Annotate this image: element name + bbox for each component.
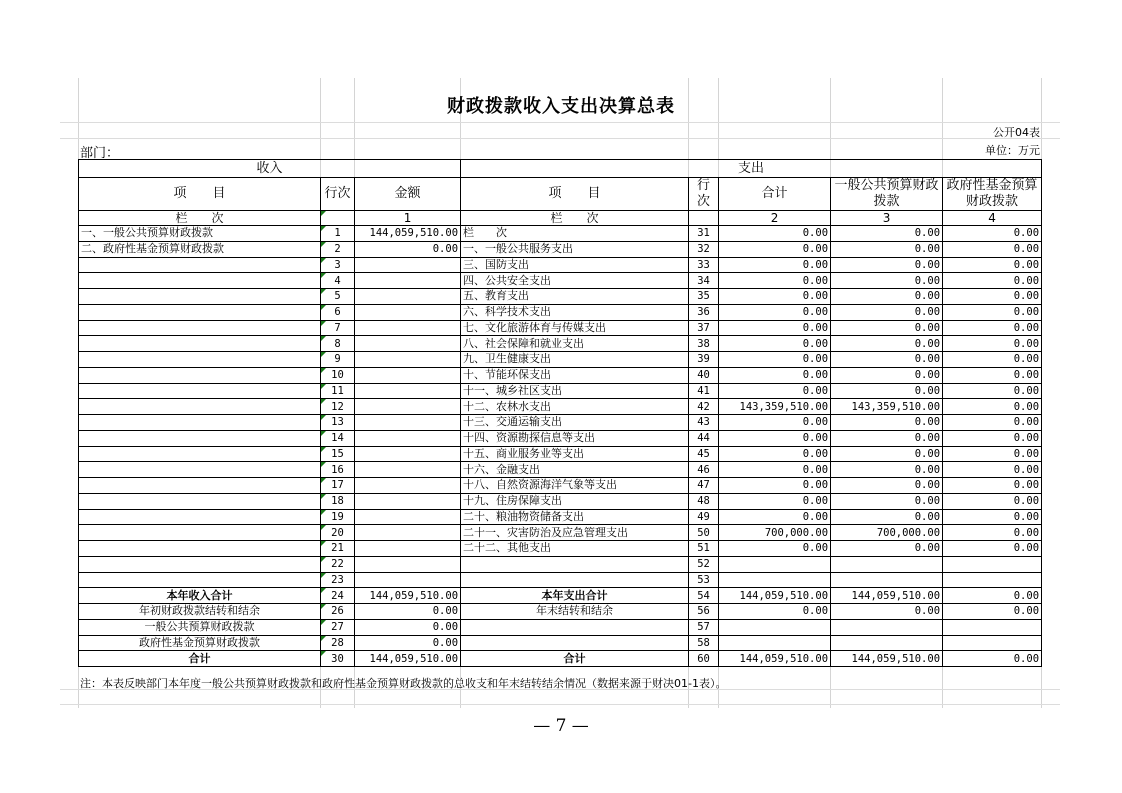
- income-item: [79, 430, 321, 446]
- income-item: [79, 336, 321, 352]
- general-budget-header: 一般公共预算财政拨款: [831, 178, 943, 211]
- income-amount: [355, 336, 461, 352]
- expense-total: 0.00: [719, 289, 831, 305]
- income-amount: [355, 525, 461, 541]
- income-amount: [355, 556, 461, 572]
- closing-balance-fund: 0.00: [943, 604, 1042, 620]
- expense-general: 0.00: [831, 273, 943, 289]
- opening-fund-amount: 0.00: [355, 635, 461, 651]
- opening-general-amount: 0.00: [355, 619, 461, 635]
- income-item: [79, 509, 321, 525]
- expense-total: 0.00: [719, 336, 831, 352]
- expense-line: 58: [689, 635, 719, 651]
- income-amount: 0.00: [355, 241, 461, 257]
- table-row: [79, 289, 1042, 305]
- expense-general: 0.00: [831, 289, 943, 305]
- table-row: [79, 478, 1042, 494]
- column-blank: [321, 211, 355, 226]
- expense-total: 0.00: [719, 383, 831, 399]
- table-row: [79, 241, 1042, 257]
- expense-line: 52: [689, 556, 719, 572]
- gov-fund-header: 政府性基金预算财政拨款: [943, 178, 1042, 211]
- expense-item: 三、国防支出: [461, 257, 689, 273]
- income-amount: [355, 352, 461, 368]
- expense-total: 0.00: [719, 352, 831, 368]
- expense-item: 十一、城乡社区支出: [461, 383, 689, 399]
- income-item: [79, 399, 321, 415]
- income-item: [79, 478, 321, 494]
- expense-item: 二十一、灾害防治及应急管理支出: [461, 525, 689, 541]
- expense-item: 十二、农林水支出: [461, 399, 689, 415]
- year-expense-total-line: 54: [689, 588, 719, 604]
- income-line: 21: [321, 541, 355, 557]
- expense-item: 栏 次: [461, 226, 689, 242]
- expense-general: [831, 635, 943, 651]
- year-income-total-line: 24: [321, 588, 355, 604]
- expense-line: 50: [689, 525, 719, 541]
- expense-general: 0.00: [831, 415, 943, 431]
- page-number: — 7 —: [533, 716, 589, 736]
- income-amount: 144,059,510.00: [355, 226, 461, 242]
- grand-total-row: [79, 651, 1042, 667]
- expense-general: 0.00: [831, 226, 943, 242]
- grand-expense-total: 144,059,510.00: [719, 651, 831, 667]
- expense-general: 0.00: [831, 383, 943, 399]
- expense-line: 44: [689, 430, 719, 446]
- expense-item: [461, 619, 689, 635]
- income-line: 8: [321, 336, 355, 352]
- expense-line: 31: [689, 226, 719, 242]
- table-row: [79, 525, 1042, 541]
- year-total-row: [79, 588, 1042, 604]
- grand-expense-fund: 0.00: [943, 651, 1042, 667]
- form-code: 公开04表: [993, 126, 1040, 139]
- expense-fund: [943, 556, 1042, 572]
- table-row: [79, 226, 1042, 242]
- income-item: 一、一般公共预算财政拨款: [79, 226, 321, 242]
- column-blank: [689, 211, 719, 226]
- expense-total-header: 合计: [719, 178, 831, 211]
- expense-fund: 0.00: [943, 336, 1042, 352]
- expense-total: 0.00: [719, 367, 831, 383]
- income-amount: [355, 273, 461, 289]
- expense-fund: 0.00: [943, 367, 1042, 383]
- expense-line: 53: [689, 572, 719, 588]
- income-item: [79, 304, 321, 320]
- grand-expense-line: 60: [689, 651, 719, 667]
- expense-fund: 0.00: [943, 493, 1042, 509]
- expense-item: 二十二、其他支出: [461, 541, 689, 557]
- table-row: [79, 541, 1042, 557]
- closing-balance-general: 0.00: [831, 604, 943, 620]
- opening-general-label: 一般公共预算财政拨款: [79, 619, 321, 635]
- income-amount: [355, 462, 461, 478]
- grand-expense-general: 144,059,510.00: [831, 651, 943, 667]
- expense-group-header: 支出: [461, 160, 1042, 178]
- expense-total: 0.00: [719, 257, 831, 273]
- table-row: [79, 509, 1042, 525]
- expense-fund: 0.00: [943, 257, 1042, 273]
- column-row-label: 栏 次: [79, 211, 321, 226]
- expense-fund: 0.00: [943, 541, 1042, 557]
- table-row: [79, 304, 1042, 320]
- expense-line: 48: [689, 493, 719, 509]
- income-line: 16: [321, 462, 355, 478]
- expense-line: 40: [689, 367, 719, 383]
- closing-balance-label: 年末结转和结余: [461, 604, 689, 620]
- expense-line: 47: [689, 478, 719, 494]
- expense-fund: 0.00: [943, 383, 1042, 399]
- income-amount: [355, 478, 461, 494]
- expense-total: [719, 572, 831, 588]
- expense-general: 0.00: [831, 304, 943, 320]
- table-row: [79, 556, 1042, 572]
- opening-balance-line: 26: [321, 604, 355, 620]
- income-item: [79, 541, 321, 557]
- year-income-total-label: 本年收入合计: [79, 588, 321, 604]
- expense-line: 37: [689, 320, 719, 336]
- table-row: [79, 399, 1042, 415]
- income-line: 4: [321, 273, 355, 289]
- expense-general: 0.00: [831, 493, 943, 509]
- income-line: 20: [321, 525, 355, 541]
- expense-total: 0.00: [719, 446, 831, 462]
- expense-total: 0.00: [719, 493, 831, 509]
- income-amount-header: 金额: [355, 178, 461, 211]
- opening-balance-amount: 0.00: [355, 604, 461, 620]
- table-row: [79, 336, 1042, 352]
- income-amount: [355, 304, 461, 320]
- column-row-label: 栏 次: [461, 211, 689, 226]
- income-line: 17: [321, 478, 355, 494]
- grand-income-label: 合计: [79, 651, 321, 667]
- expense-fund: [943, 572, 1042, 588]
- expense-general: 0.00: [831, 462, 943, 478]
- expense-line: 33: [689, 257, 719, 273]
- expense-line: 36: [689, 304, 719, 320]
- expense-fund: 0.00: [943, 273, 1042, 289]
- expense-fund: 0.00: [943, 304, 1042, 320]
- expense-item: 一、一般公共服务支出: [461, 241, 689, 257]
- income-item: [79, 462, 321, 478]
- expense-item: 七、文化旅游体育与传媒支出: [461, 320, 689, 336]
- expense-item: 十、节能环保支出: [461, 367, 689, 383]
- expense-item: [461, 556, 689, 572]
- income-line: 6: [321, 304, 355, 320]
- income-group-header: 收入: [79, 160, 461, 178]
- table-row: [79, 352, 1042, 368]
- expense-item-header: 项 目: [461, 178, 689, 211]
- income-line: 15: [321, 446, 355, 462]
- expense-item: 四、公共安全支出: [461, 273, 689, 289]
- expense-total: [719, 556, 831, 572]
- table-row: [79, 462, 1042, 478]
- expense-line: 57: [689, 619, 719, 635]
- expense-line-header: 行次: [689, 178, 719, 211]
- expense-total: 700,000.00: [719, 525, 831, 541]
- expense-line: 51: [689, 541, 719, 557]
- column-number-1: 1: [355, 211, 461, 226]
- income-item: [79, 289, 321, 305]
- income-amount: [355, 399, 461, 415]
- income-line: 3: [321, 257, 355, 273]
- grand-income-amount: 144,059,510.00: [355, 651, 461, 667]
- expense-total: 0.00: [719, 273, 831, 289]
- closing-balance-total: 0.00: [719, 604, 831, 620]
- expense-line: 38: [689, 336, 719, 352]
- balance-row: [79, 619, 1042, 635]
- income-item: [79, 352, 321, 368]
- expense-fund: 0.00: [943, 415, 1042, 431]
- income-line: 7: [321, 320, 355, 336]
- year-expense-total-amount: 144,059,510.00: [719, 588, 831, 604]
- expense-total: 0.00: [719, 478, 831, 494]
- grand-income-line: 30: [321, 651, 355, 667]
- expense-general: 0.00: [831, 241, 943, 257]
- expense-item: 九、卫生健康支出: [461, 352, 689, 368]
- income-item: [79, 556, 321, 572]
- expense-total: 0.00: [719, 462, 831, 478]
- income-line: 18: [321, 493, 355, 509]
- expense-fund: 0.00: [943, 462, 1042, 478]
- income-amount: [355, 289, 461, 305]
- income-amount: [355, 509, 461, 525]
- page-title: 财政拨款收入支出决算总表: [447, 96, 675, 117]
- income-item: [79, 493, 321, 509]
- expense-line: 43: [689, 415, 719, 431]
- expense-general: 700,000.00: [831, 525, 943, 541]
- income-line: 2: [321, 241, 355, 257]
- opening-general-line: 27: [321, 619, 355, 635]
- expense-fund: 0.00: [943, 289, 1042, 305]
- expense-line: 41: [689, 383, 719, 399]
- income-amount: [355, 415, 461, 431]
- income-line: 22: [321, 556, 355, 572]
- table-row: [79, 572, 1042, 588]
- expense-item: 十四、资源勘探信息等支出: [461, 430, 689, 446]
- expense-item: 十六、金融支出: [461, 462, 689, 478]
- expense-general: 0.00: [831, 541, 943, 557]
- expense-item: 十五、商业服务业等支出: [461, 446, 689, 462]
- income-item: [79, 367, 321, 383]
- expense-general: [831, 556, 943, 572]
- expense-line: 42: [689, 399, 719, 415]
- expense-fund: 0.00: [943, 509, 1042, 525]
- department-label: 部门：: [80, 146, 120, 161]
- budget-summary-table: [78, 159, 1042, 667]
- expense-total: 0.00: [719, 509, 831, 525]
- expense-fund: 0.00: [943, 226, 1042, 242]
- opening-fund-line: 28: [321, 635, 355, 651]
- expense-general: 0.00: [831, 336, 943, 352]
- expense-total: 143,359,510.00: [719, 399, 831, 415]
- expense-general: 0.00: [831, 478, 943, 494]
- expense-fund: 0.00: [943, 430, 1042, 446]
- income-item-header: 项 目: [79, 178, 321, 211]
- expense-line: 46: [689, 462, 719, 478]
- income-item: [79, 320, 321, 336]
- expense-fund: 0.00: [943, 320, 1042, 336]
- unit-label: 单位：万元: [985, 144, 1040, 157]
- expense-fund: 0.00: [943, 352, 1042, 368]
- table-row: [79, 367, 1042, 383]
- income-line: 19: [321, 509, 355, 525]
- income-line: 10: [321, 367, 355, 383]
- income-amount: [355, 493, 461, 509]
- table-row: [79, 257, 1042, 273]
- expense-fund: 0.00: [943, 446, 1042, 462]
- income-item: [79, 273, 321, 289]
- income-item: [79, 525, 321, 541]
- year-expense-fund-amount: 0.00: [943, 588, 1042, 604]
- expense-total: [719, 635, 831, 651]
- income-item: [79, 257, 321, 273]
- expense-item: 十三、交通运输支出: [461, 415, 689, 431]
- expense-fund: [943, 635, 1042, 651]
- table-row: [79, 446, 1042, 462]
- expense-line: 35: [689, 289, 719, 305]
- expense-general: 143,359,510.00: [831, 399, 943, 415]
- income-item: 二、政府性基金预算财政拨款: [79, 241, 321, 257]
- income-line: 14: [321, 430, 355, 446]
- expense-item: 十九、住房保障支出: [461, 493, 689, 509]
- income-amount: [355, 572, 461, 588]
- expense-total: 0.00: [719, 304, 831, 320]
- expense-item: 五、教育支出: [461, 289, 689, 305]
- expense-total: 0.00: [719, 541, 831, 557]
- income-line-header: 行次: [321, 178, 355, 211]
- expense-general: 0.00: [831, 320, 943, 336]
- column-number-4: 4: [943, 211, 1042, 226]
- income-line: 13: [321, 415, 355, 431]
- expense-item: [461, 572, 689, 588]
- balance-row: [79, 635, 1042, 651]
- income-item: [79, 572, 321, 588]
- year-income-total-amount: 144,059,510.00: [355, 588, 461, 604]
- table-container: [78, 159, 1042, 667]
- expense-item: 八、社会保障和就业支出: [461, 336, 689, 352]
- column-number-2: 2: [719, 211, 831, 226]
- balance-row: [79, 604, 1042, 620]
- table-row: [79, 320, 1042, 336]
- income-amount: [355, 257, 461, 273]
- year-expense-total-label: 本年支出合计: [461, 588, 689, 604]
- income-line: 12: [321, 399, 355, 415]
- expense-general: 0.00: [831, 367, 943, 383]
- table-row: [79, 383, 1042, 399]
- income-line: 11: [321, 383, 355, 399]
- expense-line: 34: [689, 273, 719, 289]
- expense-general: [831, 619, 943, 635]
- income-amount: [355, 383, 461, 399]
- expense-fund: 0.00: [943, 525, 1042, 541]
- closing-balance-line: 56: [689, 604, 719, 620]
- expense-general: 0.00: [831, 352, 943, 368]
- expense-item: 六、科学技术支出: [461, 304, 689, 320]
- expense-item: 十八、自然资源海洋气象等支出: [461, 478, 689, 494]
- income-item: [79, 446, 321, 462]
- grand-expense-label: 合计: [461, 651, 689, 667]
- column-number-3: 3: [831, 211, 943, 226]
- expense-fund: [943, 619, 1042, 635]
- opening-balance-label: 年初财政拨款结转和结余: [79, 604, 321, 620]
- expense-general: 0.00: [831, 509, 943, 525]
- footnote: 注：本表反映部门本年度一般公共预算财政拨款和政府性基金预算财政拨款的总收支和年末结转结余情况（数据来源于财决01-1表）。: [80, 677, 727, 690]
- income-line: 5: [321, 289, 355, 305]
- expense-total: 0.00: [719, 320, 831, 336]
- expense-general: 0.00: [831, 446, 943, 462]
- expense-total: 0.00: [719, 226, 831, 242]
- expense-total: 0.00: [719, 415, 831, 431]
- expense-fund: 0.00: [943, 399, 1042, 415]
- table-row: [79, 493, 1042, 509]
- income-line: 1: [321, 226, 355, 242]
- income-line: 9: [321, 352, 355, 368]
- expense-item: 二十、粮油物资储备支出: [461, 509, 689, 525]
- expense-total: [719, 619, 831, 635]
- table-row: [79, 430, 1042, 446]
- table-row: [79, 415, 1042, 431]
- income-amount: [355, 320, 461, 336]
- income-amount: [355, 367, 461, 383]
- table-row: [79, 273, 1042, 289]
- expense-item: [461, 635, 689, 651]
- expense-fund: 0.00: [943, 241, 1042, 257]
- expense-general: 0.00: [831, 257, 943, 273]
- expense-line: 39: [689, 352, 719, 368]
- income-item: [79, 415, 321, 431]
- expense-general: 0.00: [831, 430, 943, 446]
- income-line: 23: [321, 572, 355, 588]
- expense-total: 0.00: [719, 241, 831, 257]
- expense-line: 45: [689, 446, 719, 462]
- income-amount: [355, 446, 461, 462]
- expense-line: 49: [689, 509, 719, 525]
- income-amount: [355, 541, 461, 557]
- opening-fund-label: 政府性基金预算财政拨款: [79, 635, 321, 651]
- expense-general: [831, 572, 943, 588]
- income-amount: [355, 430, 461, 446]
- year-expense-general-amount: 144,059,510.00: [831, 588, 943, 604]
- expense-line: 32: [689, 241, 719, 257]
- expense-total: 0.00: [719, 430, 831, 446]
- income-item: [79, 383, 321, 399]
- expense-fund: 0.00: [943, 478, 1042, 494]
